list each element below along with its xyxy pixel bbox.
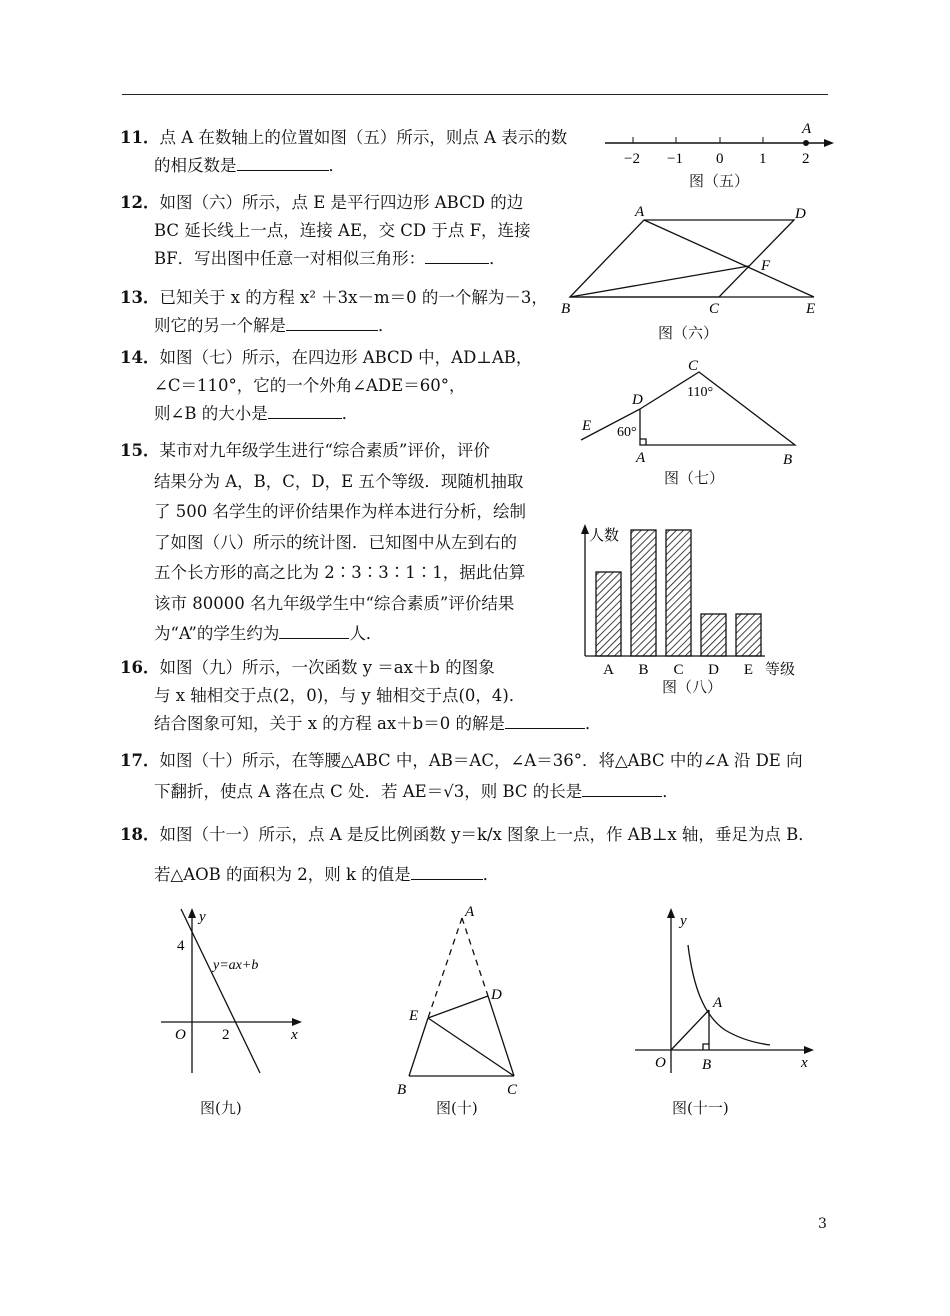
answer-blank[interactable] xyxy=(411,861,483,880)
category-label: A xyxy=(603,662,614,678)
vertex-label: C xyxy=(507,1082,518,1098)
tick-label: 1 xyxy=(759,151,767,167)
intercept-label: 2 xyxy=(222,1027,230,1043)
answer-blank[interactable] xyxy=(425,245,489,264)
question-17: 17．如图（十）所示，在等腰△ABC 中，AB＝AC，∠A＝36°．将△ABC 中的∠A 沿 DE 向 下翻折，使点 A 落在点 C 处．若 AE＝√3，则 BC 的长是 ． xyxy=(120,751,803,801)
figure-10-caption: 图(十) xyxy=(436,1099,478,1117)
vertex-label: A xyxy=(635,204,645,220)
bar-E xyxy=(736,614,761,656)
tick-label: −2 xyxy=(624,151,640,167)
x-axis-label: 等级 xyxy=(765,662,796,678)
figure-6-parallelogram xyxy=(555,200,830,320)
function-label: y=ax+b xyxy=(213,958,259,973)
figure-9-caption: 图(九) xyxy=(200,1099,242,1117)
answer-blank[interactable] xyxy=(505,710,585,729)
point-label: A xyxy=(802,121,812,137)
vertex-label: B xyxy=(561,301,571,317)
answer-blank[interactable] xyxy=(279,620,349,639)
header-rule xyxy=(122,94,828,95)
category-label: B xyxy=(638,662,649,678)
page-number: 3 xyxy=(818,1216,827,1232)
vertex-label: E xyxy=(582,418,592,434)
figure-9-linear-graph xyxy=(155,905,310,1080)
answer-blank[interactable] xyxy=(237,152,329,171)
vertex-label: B xyxy=(397,1082,407,1098)
question-11: 11．点 A 在数轴上的位置如图（五）所示，则点 A 表示的数 的相反数是 ． xyxy=(120,128,568,175)
bar-C xyxy=(666,530,691,656)
vertex-label: E xyxy=(409,1008,419,1024)
tick-label: −1 xyxy=(667,151,683,167)
intercept-label: 4 xyxy=(177,938,185,954)
vertex-label: B xyxy=(783,452,793,467)
figure-8-bar-chart xyxy=(575,518,815,688)
origin-label: O xyxy=(175,1027,186,1043)
tick-label: 0 xyxy=(716,151,724,167)
vertex-label: C xyxy=(709,301,720,317)
figure-7-caption: 图（七） xyxy=(664,469,725,487)
figure-6-caption: 图（六） xyxy=(658,324,719,342)
category-label: E xyxy=(743,662,754,678)
vertex-label: D xyxy=(795,206,806,222)
figure-5-caption: 图（五） xyxy=(689,172,750,190)
question-14: 14．如图（七）所示，在四边形 ABCD 中，AD⊥AB， ∠C＝110°，它的一个外角∠ADE＝60°， 则∠B 的大小是 ． xyxy=(120,348,533,423)
question-15: 15．某市对九年级学生进行“综合素质”评价，评价 结果分为 A，B，C，D，E 五个等级．现随机抽取 了 500 名学生的评价结果作为样本进行分析，绘制 了如图（八）所示的统计图．已知图中从左到右的 五个长方形的高之比为 2∶3∶3∶1∶1，据此估算 该市 80000 名九年级学生中“综合素质”评价结果 为“A”的学生约为 人． xyxy=(120,441,526,643)
vertex-label: C xyxy=(688,358,699,374)
point-label: A xyxy=(713,995,723,1011)
axis-label-x: x xyxy=(291,1027,298,1043)
axis-label-y: y xyxy=(680,913,687,929)
angle-label: 110° xyxy=(687,385,714,400)
point-label: B xyxy=(702,1057,712,1073)
vertex-label: D xyxy=(491,987,502,1003)
question-13: 13．已知关于 x 的方程 x² ＋3x－m＝0 的一个解为－3， 则它的另一个解是 ． xyxy=(120,288,548,335)
tick-label: 2 xyxy=(802,151,810,167)
y-axis-label: 人数 xyxy=(589,528,620,544)
question-18: 18．如图（十一）所示，点 A 是反比例函数 y＝k/x 图象上一点，作 AB⊥x 轴，垂足为点 B． 若△AOB 的面积为 2，则 k 的值是 ． xyxy=(120,825,815,884)
answer-blank[interactable] xyxy=(582,778,662,797)
bar-B xyxy=(631,530,656,656)
question-12: 12．如图（六）所示，点 E 是平行四边形 ABCD 的边 BC 延长线上一点，连接 AE，交 CD 于点 F，连接 BF．写出图中任意一对相似三角形： ． xyxy=(120,193,531,268)
angle-label: 60° xyxy=(617,425,637,440)
figure-8-caption: 图（八） xyxy=(662,678,723,696)
axis-label-y: y xyxy=(199,909,206,925)
figure-10-triangle xyxy=(385,900,535,1100)
figure-11-inverse-graph xyxy=(625,905,825,1080)
vertex-label: E xyxy=(806,301,816,317)
bar-A xyxy=(596,572,621,656)
question-16: 16．如图（九）所示，一次函数 y ＝ax＋b 的图象 与 x 轴相交于点(2，0)，与 y 轴相交于点(0，4)． 结合图象可知，关于 x 的方程 ax＋b＝0 的解是 ． xyxy=(120,658,602,733)
vertex-label: A xyxy=(465,904,475,920)
origin-label: O xyxy=(655,1055,666,1071)
figure-7-quadrilateral xyxy=(575,352,805,467)
figure-11-caption: 图(十一) xyxy=(672,1099,729,1117)
bar-D xyxy=(701,614,726,656)
category-label: D xyxy=(708,662,719,678)
answer-blank[interactable] xyxy=(268,400,342,419)
answer-blank[interactable] xyxy=(286,312,378,331)
category-label: C xyxy=(673,662,684,678)
vertex-label: D xyxy=(632,392,643,408)
axis-label-x: x xyxy=(801,1055,808,1071)
vertex-label: A xyxy=(636,450,646,466)
vertex-label: F xyxy=(761,258,771,274)
